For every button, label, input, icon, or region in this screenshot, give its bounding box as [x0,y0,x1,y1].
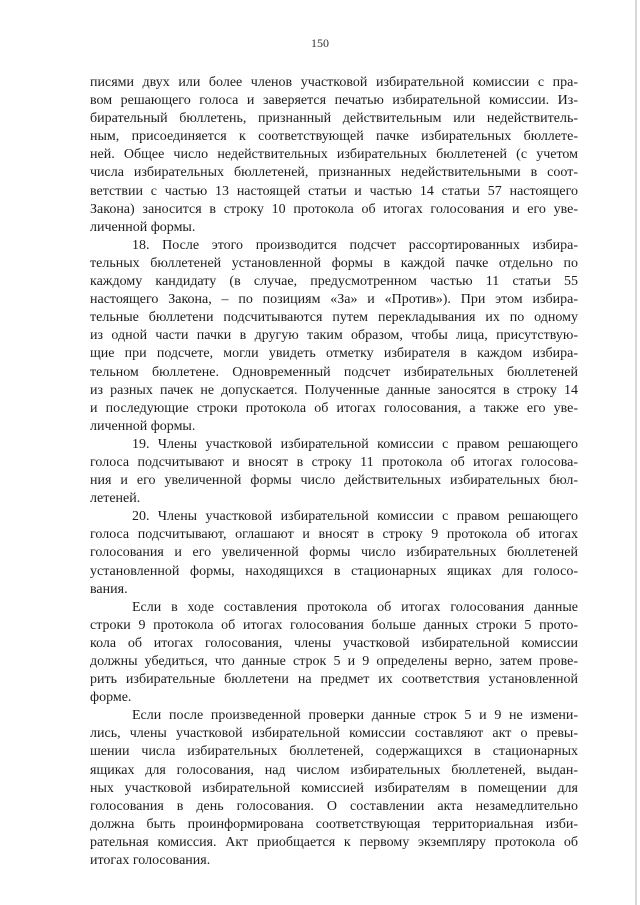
document-body [90,74,578,870]
text-line: бирательный бюллетень, признанный действительным или недействитель- [90,111,578,127]
text-line: рательная комиссия. Акт приобщается к первому экземпляру протокола об [90,834,578,850]
text-line: должна быть проинформирована соответствующая территориальная изби- [90,816,578,832]
text-line: форме. [90,690,132,706]
text-line: 18. После этого производится подсчет рассортированных избира- [132,237,578,253]
text-line: ней. Общее число недействительных избирательных бюллетеней (с учетом [90,147,578,163]
text-line: настоящего Закона, – по позициям «За» и «Против»). При этом избира- [90,292,578,308]
text-line: должны убедиться, что данные строк 5 и 9 определены верно, затем прове- [90,654,578,669]
text-line: тельном бюллетене. Одновременный подсчет избирательных бюллетеней [90,364,578,380]
scan-edge [635,0,637,905]
text-line: шении числа избирательных бюллетеней, содержащихся в стационарных [90,744,578,760]
text-line: строки 9 протокола об итогах голосования больше данных строки 5 прото- [90,617,578,633]
text-line: голоса подсчитывают и вносят в строку 11 протокола об итогах голосова- [90,454,578,470]
text-line: голосования в день голосования. О составлении акта незамедлительно [90,798,578,814]
text-line: личенной формы. [90,418,196,434]
text-line: каждому кандидату (в случае, предусмотренном частью 11 статьи 55 [90,274,578,290]
text-line: тельных бюллетеней установленной формы в каждой пачке отдельно по [90,255,578,271]
text-line: ным, присоединяется к соответствующей пачке избирательных бюллете- [90,129,578,145]
text-line: Если в ходе составления протокола об итогах голосования данные [132,599,578,615]
text-line: ящиках для голосования, над числом избирательных бюллетеней, выдан- [90,762,578,778]
text-line: и последующие строки протокола об итогах голосования, а также его уве- [90,400,578,416]
text-line: голоса подсчитывают, оглашают и вносят в строку 9 протокола об итогах [90,527,578,543]
text-line: тельные бюллетени подсчитываются путем перекладывания их по одному [90,310,578,326]
page-number: 150 [311,36,329,50]
text-line: 20. Члены участковой избирательной комиссии с правом решающего [132,509,578,525]
text-line: итогах голосования. [90,853,211,869]
text-line: ных участковой избирательной комиссией избирателям в помещении для [90,780,578,796]
text-line: установленной формы, находящихся в стационарных ящиках для голосо- [90,563,578,579]
text-line: лись, члены участковой избирательной комиссии составляют акт о превы- [90,726,578,742]
text-line: 19. Члены участковой избирательной комиссии с правом решающего [132,436,578,452]
text-line: личенной формы. [90,219,196,235]
text-line: из разных пачек не допускается. Полученные данные заносятся в строку 14 [90,382,578,398]
text-line: числа избирательных бюллетеней, признанных недействительными в соот- [90,165,578,181]
text-line: вом решающего голоса и заверяется печатью избирательной комиссии. Из- [90,93,578,109]
text-line: летеней. [90,491,141,507]
text-line: голосования и его увеличенной формы число избирательных бюллетеней [90,545,578,561]
text-line: Закона) заносится в строку 10 протокола об итогах голосования и его уве- [90,201,578,217]
text-line: ветствии с частью 13 настоящей статьи и частью 14 статьи 57 настоящего [90,183,578,199]
text-line: вания. [90,581,128,597]
text-line: Если после произведенной проверки данные строк 5 и 9 не измени- [132,708,578,724]
text-line: ния и его увеличенной формы число действительных избирательных бюл- [90,473,578,489]
text-line: из одной части пачки в другую таким образом, чтобы лица, присутствую- [90,328,578,344]
text-line: щие при подсчете, могли увидеть отметку избирателя в каждом избира- [90,346,578,362]
text-line: кола об итогах голосования, члены участковой избирательной комиссии [90,635,578,651]
text-line: рить избирательные бюллетени на предмет их соответствия установленной [90,672,578,688]
text-line: писями двух или более членов участковой избирательной комиссии с пра- [90,75,578,90]
